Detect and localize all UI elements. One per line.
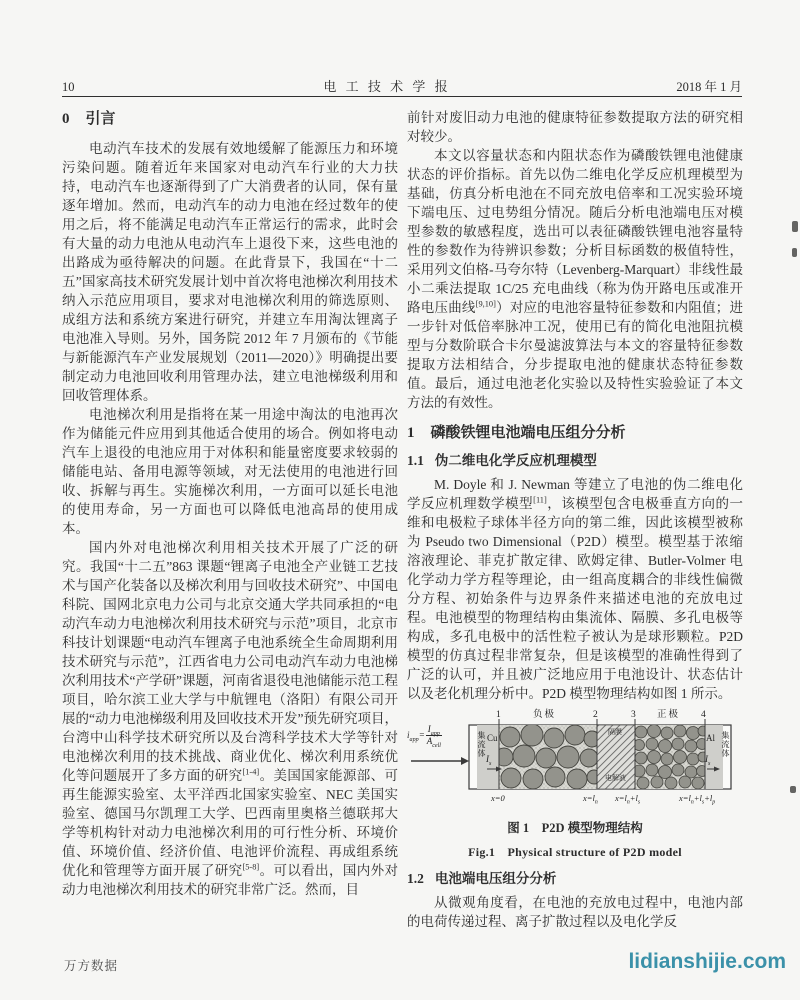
article-body: [62, 108, 744, 931]
section-1-1-number: 1.1: [407, 453, 424, 468]
figure-caption-zh: 图 1 P2D 模型物理结构: [507, 821, 643, 835]
scan-artifact: [792, 248, 797, 257]
intro-heading: [62, 110, 398, 129]
section-1-2-title: 电池端电压组分分析: [434, 871, 557, 886]
boundary-tick-2: 2: [593, 710, 598, 720]
solid-current-label-right: $I_s$: [705, 754, 711, 767]
site-watermark: lidianshijie.com: [628, 950, 786, 973]
paragraph-intro-3: 国内外对电池梯次利用相关技术开展了广泛的研究。我国“十二五”863 课题“锂离子电池全产业链工艺技术与国产化装备以及梯次利用与回收技术研究”、中国电科院、国网北京电力公司与北京交通大学共同承担的“电动汽车动力电池梯次利用技术研究与示范”项目，北京市科技计划课题“电动汽车锂离子电池系统全生命周期利用技术研究与示范”，江西省电力公司电动汽车动力电池梯次利用技术“产学研”课题，河南省退役电池储能示范工程项目，哈尔滨工业大学与中航锂电（洛阳）有限公司开展的“动力电池梯级利用及回收技术开发”预先研究项目，台湾中山科学技术研究所以及台湾科学技术大学等针对电池梯次利用的技术挑战、商业优化、梯次利用系统优化等问题展开了多方面的研究[1-4]。美国国家能源部、可再生能源实验室、太平洋西北国家实验室、NEC 美国实验室、德国马尔凯理工大学、巴西南里奥格兰德联邦大学等机构针对动力电池梯次利用的可行性分析、环境价值、环境价值、经济价值、电池评价流程、再成组系统优化和管理等方面开展了研究[5-8]。可以看出，国内外对动力电池梯次利用技术的研究非常广泛。然而，目: [62, 540, 399, 897]
formula-fraction: [426, 724, 442, 749]
boundary-tick-4: 4: [701, 710, 706, 720]
electrolyte-label: 电解液: [605, 774, 626, 782]
applied-current-formula: [407, 724, 442, 749]
section-1-1-heading: [407, 451, 743, 470]
paragraph-continuation: 前针对废旧动力电池的健康特征参数提取方法的研究相对较少。: [407, 110, 743, 144]
formula-lhs: $i_{app}=$: [407, 730, 425, 743]
figure-caption-en: Fig.1 Physical structure of P2D model: [468, 845, 682, 859]
paragraph-intro-1: 电动汽车技术的发展有效地缓解了能源压力和环境污染问题。随着近年来国家对电动汽车行业的大力扶持，电动汽车也逐渐得到了广大消费者的认同，保有量逐年增加。然而，电动汽车的动力电池在经过数年的使用之后，将不能满足电动汽车正常运行的需求，此时会有大量的动力电池从电动汽车上退役下来，这些电池的出路成为亟待解决的问题。在此背景下，我国在“十二五”国家高技术研究发展计划中首次将电池梯次利用技术纳入示范应用项目，要求对电池梯次利用的筛选原则、成组方法和系统方案进行研究，并建立车用淘汰锂离子电池准入导则。另外，国务院 2012 年 7 月颁布的《节能与新能源汽车产业发展规划（2011—2020）》明确提出要制定动力电池回收利用管理办法，建立电池梯级利用和回收管理体系。: [62, 141, 398, 403]
page-number: 10: [62, 80, 75, 94]
section-1-2-number: 1.2: [407, 871, 424, 886]
section-1-number: 1: [407, 425, 415, 441]
scan-artifact: [792, 221, 798, 232]
al-collector-label: Al: [706, 733, 715, 743]
x-axis-label-2: $x=l_n+l_s$: [615, 793, 641, 806]
boundary-tick-1: 1: [496, 710, 501, 720]
section-1-2-heading: [407, 869, 743, 888]
wanfang-data-mark: 万方数据: [64, 959, 119, 973]
section-1-heading: [407, 424, 743, 443]
paragraph-voltage-analysis: 从微观角度看，在电池的充放电过程中，电池内部的电荷传递过程、离子扩散过程以及电化学反: [407, 895, 743, 929]
x-axis-label-3: $x=l_n+l_s+l_p$: [679, 793, 716, 806]
left-column: [62, 108, 398, 931]
cu-collector-label: Cu: [487, 733, 498, 743]
boundary-tick-3: 3: [631, 710, 636, 720]
separator-label: 隔膜: [608, 728, 622, 736]
intro-heading-number: 0: [62, 111, 70, 127]
intro-heading-title: 引言: [85, 111, 116, 127]
journal-title: 电 工 技 术 学 报: [323, 79, 451, 94]
issue-date: 2018 年 1 月: [676, 80, 742, 94]
scan-artifact: [790, 786, 796, 793]
formula-denominator: $A_{cell}$: [426, 736, 442, 749]
solid-current-label-left: $I_s$: [486, 754, 492, 767]
negative-electrode-label: 负极: [533, 710, 557, 720]
p2d-structure-diagram: [407, 711, 743, 811]
paragraph-intro-2: 电池梯次利用是指将在某一用途中淘汰的电池再次作为储能元件应用到其他适合使用的场合。例如将电动汽车上退役的电池应用于对体积和能量密度要求较弱的储能电站、备用电源等领域，对无法使用的电池进行回收、拆解与再生。实施梯次利用，一方面可以延长电池的使用寿命，另一方面也可以降低电池高昂的使用成本。: [62, 407, 398, 536]
section-1-title: 磷酸铁锂电池端电压组分分析: [430, 425, 626, 441]
right-column: [407, 108, 743, 931]
positive-electrode-label: 正极: [657, 710, 681, 720]
formula-numerator: $I_{app}$: [427, 724, 440, 737]
page-header: [62, 76, 742, 95]
x-axis-label-1: $x=l_n$: [583, 793, 598, 806]
paragraph-p2d-model: M. Doyle 和 J. Newman 等建立了电池的伪二维电化学反应机理数学模型[11]，该模型包含电极垂直方向的一维和电极粒子球体半径方向的第二维，因此该模型被称为 Pseudo two Dimensional（P2D）模型。模型基于浓缩溶液理论、菲克扩散定律、欧姆定律、Butler-Volmer 电化学动力学方程等理论，由一组高度耦合的非线性偏微分方程、初始条件与边界条件来描述电池的充放电过程。电池模型的物理结构由集流体、隔膜、多孔电极等构成，多孔电极中的活性粒子被认为是球形颗粒。P2D 模型的仿真过程非常复杂，但是该模型的准确性得到了广泛的认可，并且被广泛地应用于电池设计、状态估计以及老化机理分析中。P2D 模型物理结构如图 1 所示。: [407, 477, 744, 701]
left-collector-label: 集流体: [477, 731, 486, 758]
figure-1: [407, 711, 743, 862]
x-axis-label-0: x=0: [491, 793, 505, 803]
paragraph-abstract-method: 本文以容量状态和内阻状态作为磷酸铁锂电池健康状态的评价指标。首先以伪二维电化学反应机理模型为基础，仿真分析电池在不同充放电倍率和工况实验环境下端电压、过电势组分情况。随后分析电池端电压对模型参数的敏感程度，选出可以表征磷酸铁锂电池容量特性的参数作为待辨识参数；分析目标函数的极值特性，采用列文伯格-马夸尔特（Levenberg-Marquart）非线性最小二乘法提取 1C/25 充电曲线（称为伪开路电压或准开路电压曲线[9,10]）对应的电池容量特征参数和内阻值；进一步针对低倍率脉冲工况，使用已有的简化电池阻抗模型与分数阶联合卡尔曼滤波算法与本文的容量特征参数提取方法相结合，分步提取电池的健康状态特征参数值。最后，通过电池老化实验以及特性实验验证了本文方法的有效性。: [407, 148, 744, 410]
right-collector-label: 集流体: [721, 731, 730, 758]
header-rule: [62, 96, 742, 97]
section-1-1-title: 伪二维电化学反应机理模型: [434, 453, 597, 468]
